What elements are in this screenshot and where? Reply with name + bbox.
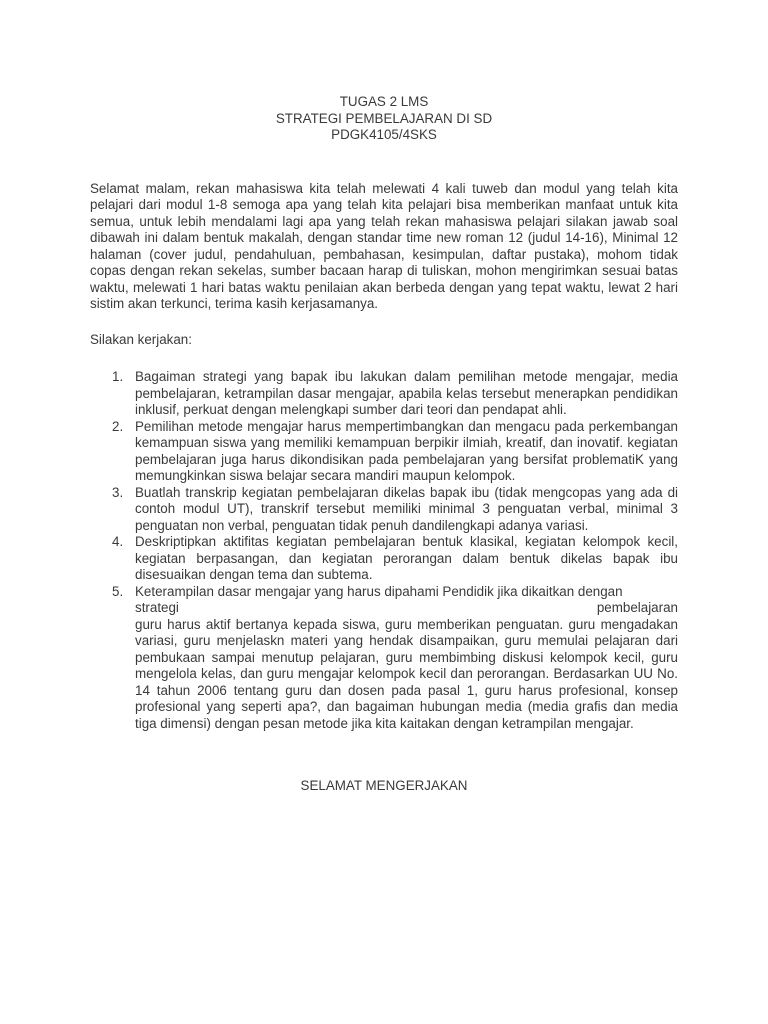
- course-title: STRATEGI PEMBELAJARAN DI SD: [275, 110, 493, 126]
- task-text-line2-left: strategi: [135, 600, 179, 615]
- task-text: Pemilihan metode mengajar harus mempertimbangkan dan mengacu pada perkembangan kemampuan siswa yang memiliki kemampuan berpikir ilmiah, kreatif, dan inovatif. kegiatan pembelajaran juga harus dikondisikan pada pembelajaran yang bersifat problematiK yang memungkinkan siswa belajar secara mandiri maupun kelompok.: [135, 418, 678, 483]
- task-text: Bagaiman strategi yang bapak ibu lakukan dalam pemilihan metode mengajar, media pembelajaran, ketrampilan dasar mengajar, apabila kelas tersebut menerapkan pendidikan inklusif, perkuat dengan melengkapi sumber dari teori dan pendapat ahli.: [135, 369, 678, 417]
- task-number: 3.: [112, 484, 124, 500]
- document-page: [90, 94, 678, 795]
- task-text: Deskriptipkan aktifitas kegiatan pembelajaran bentuk klasikal, kegiatan kelompok kecil, kegiatan berpasangan, dan kegiatan perorangan dalam bentuk dikelas bapak ibu disesuaikan dengan tema dan subtema.: [135, 534, 678, 582]
- document-header: [90, 94, 678, 144]
- task-item: [90, 584, 678, 733]
- task-item: [90, 419, 678, 485]
- task-text: Buatlah transkrip kegiatan pembelajaran dikelas bapak ibu (tidak mengcopas yang ada di contoh modul UT), transkrif tersebut memiliki minimal 3 penguatan verbal, minimal 3 penguatan non verbal, penguatan tidak penuh dandilengkapi adanya variasi.: [135, 484, 678, 533]
- task-text-line1: Keterampilan dasar mengajar yang harus dipahami Pendidik jika dikaitkan dengan: [135, 583, 623, 599]
- instruction-lead: Silakan kerjakan:: [90, 331, 192, 347]
- course-code: PDGK4105/4SKS: [331, 127, 437, 142]
- task-item: [90, 534, 678, 584]
- task-text-rest: guru harus aktif bertanya kepada siswa, guru memberikan penguatan. guru mengadakan variasi, guru menjelaskn materi yang hendak disampaikan, guru memulai pelajaran dari pembukaan sampai menutup pelajaran, guru membimbing diskusi kelompok kecil, guru mengelola kelas, dan guru mengajar kelompok kecil dan perorangan. Berdasarkan UU No. 14 tahun 2006 tentang guru dan dosen pada pasal 1, guru harus profesional, konsep profesional yang seperti apa?, dan bagaiman hubungan media (media grafis dan media tiga dimensi) dengan pesan metode jika kita kaitakan dengan ketrampilan mengajar.: [135, 616, 678, 731]
- assignment-title: TUGAS 2 LMS: [339, 94, 429, 109]
- intro-paragraph: Selamat malam, rekan mahasiswa kita telah melewati 4 kali tuweb dan modul yang telah kita pelajari dari modul 1-8 semoga apa yang telah kita pelajari bisa memberikan manfaat untuk kita semua, untuk lebih mendalami lagi apa yang telah rekan mahasiswa pelajari silakan jawab soal dibawah ini dalam bentuk makalah, dengan standar time new roman 12 (judul 14-16), Minimal 12 halaman (cover judul, pendahuluan, pembahasan, kesimpulan, daftar pustaka), mohom tidak copas dengan rekan sekelas, sumber bacaan harap di tuliskan, mohon mengirimkan sesuai batas waktu, melewati 1 hari batas waktu penilaian akan berbeda dengan yang tepat waktu, lewat 2 hari sistim akan terkunci, terima kasih kerjasamanya.: [90, 180, 678, 311]
- task-number: 2.: [112, 418, 124, 434]
- task-text-line2-right: pembelajaran: [596, 600, 678, 615]
- task-item: [90, 485, 678, 535]
- task-list: [90, 369, 678, 732]
- task-number: 4.: [112, 534, 124, 549]
- task-number: 5.: [112, 583, 124, 599]
- task-item: [90, 369, 678, 419]
- closing-text: SELAMAT MENGERJAKAN: [300, 778, 468, 793]
- task-number: 1.: [112, 369, 124, 384]
- task-text-line2: [135, 600, 678, 617]
